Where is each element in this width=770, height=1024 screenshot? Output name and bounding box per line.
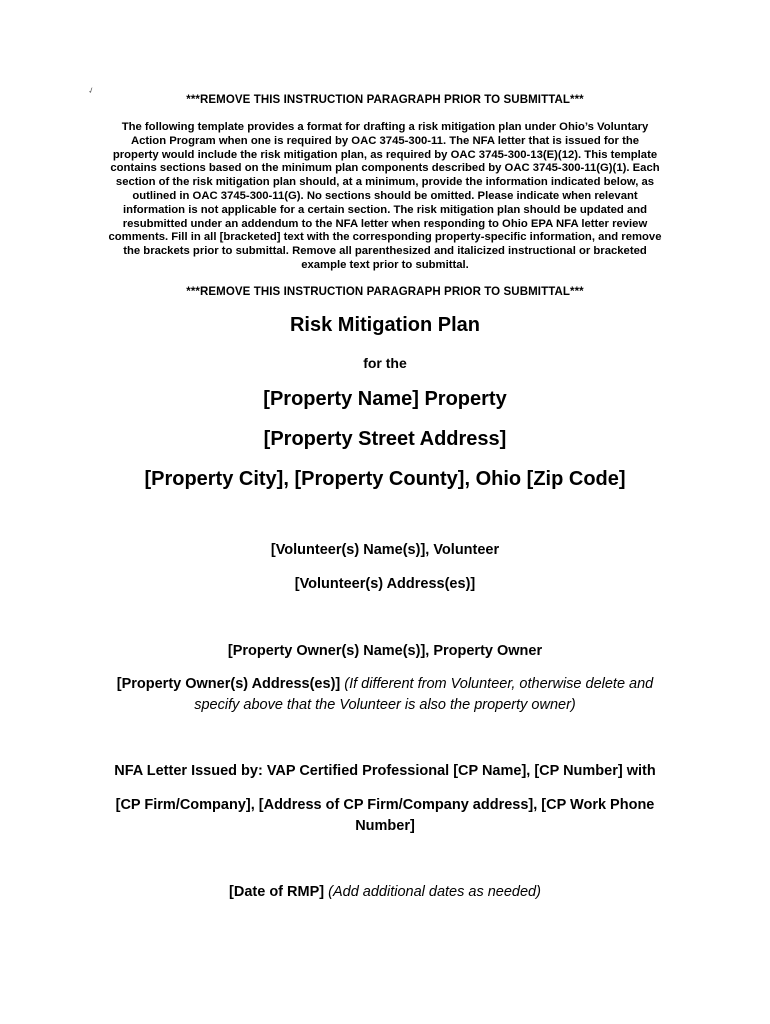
instruction-line: The following template provides a format for drafting a risk mitigation plan under Ohio’s Voluntary: [121, 121, 649, 133]
nfa-issued-by: NFA Letter Issued by: VAP Certified Professional [CP Name], [CP Number] with: [114, 763, 656, 779]
instruction-line: comments. Fill in all [bracketed] text with the corresponding property-specific information, and remove: [108, 231, 662, 244]
date-of-rmp-block: [0, 882, 770, 903]
date-of-rmp-note: (Add additional dates as needed): [328, 884, 541, 900]
for-the-text: for the: [363, 355, 407, 371]
property-city-county-zip: [Property City], [Property County], Ohio [Zip Code]: [144, 468, 626, 490]
document-title: Risk Mitigation Plan: [289, 314, 481, 336]
instruction-line: example text prior to submittal.: [301, 258, 469, 271]
volunteer-address: [Volunteer(s) Address(es)]: [294, 576, 476, 592]
instruction-line: resubmitted under an addendum to the NFA letter when responding to Ohio EPA NFA letter review: [122, 217, 648, 230]
instruction-header-top: ***REMOVE THIS INSTRUCTION PARAGRAPH PRIOR TO SUBMITTAL***: [186, 94, 584, 106]
instruction-line: outlined in OAC 3745-300-11(G). No sections should be omitted. Please indicate when relevant: [132, 189, 638, 202]
instruction-line: Action Program when one is required by OAC 3745-300-11. The NFA letter that is issued for the: [130, 134, 640, 147]
cp-firm-details: [CP Firm/Company], [Address of CP Firm/Company address], [CP Work Phone Number]: [115, 797, 655, 834]
instruction-line: property would include the risk mitigation plan, as required by OAC 3745-300-13(E)(12). This template: [112, 148, 658, 161]
instruction-line: the brackets prior to submittal. Remove all parenthesized and italicized instructional or bracketed: [123, 245, 647, 258]
corner-mark: ✓: [86, 85, 97, 96]
property-owner-address: [Property Owner(s) Address(es)]: [116, 676, 341, 692]
property-owner-name: [Property Owner(s) Name(s)], Property Owner: [227, 643, 543, 659]
instruction-line: section of the risk mitigation plan should, at a minimum, provide the information indicated below, as: [115, 176, 655, 189]
property-street-address: [Property Street Address]: [263, 428, 507, 450]
instruction-header-bottom: ***REMOVE THIS INSTRUCTION PARAGRAPH PRIOR TO SUBMITTAL***: [186, 286, 584, 298]
volunteer-name: [Volunteer(s) Name(s)], Volunteer: [270, 542, 500, 558]
instruction-line: information is not applicable for a certain section. The risk mitigation plan should be updated and: [122, 203, 648, 216]
property-name: [Property Name] Property: [263, 388, 507, 410]
property-owner-address-note: (If different from Volunteer, otherwise delete and specify above that the Volunteer is also the property owner): [194, 676, 654, 713]
date-of-rmp: [Date of RMP]: [229, 884, 325, 900]
property-owner-address-block: [95, 674, 675, 716]
instruction-line: contains sections based on the minimum plan components described by OAC 3745-300-11(G)(1). Each: [110, 162, 660, 175]
instruction-paragraph: [85, 121, 685, 273]
